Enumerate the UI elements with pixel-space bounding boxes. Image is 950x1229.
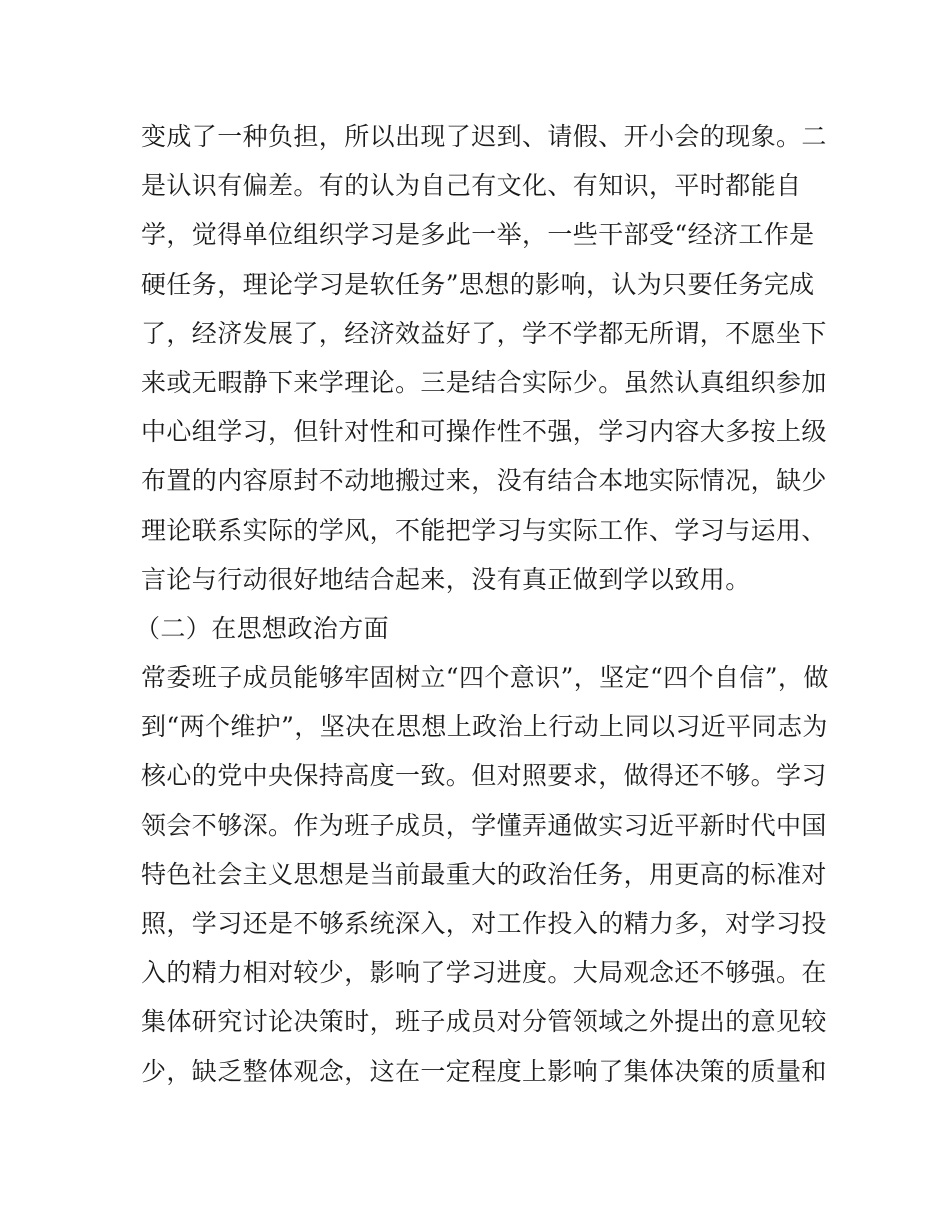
text-line: 是认识有偏差。有的认为自己有文化、有知识，平时都能自 bbox=[141, 171, 802, 201]
text-line: 领会不够深。作为班子成员，学懂弄通做实习近平新时代中国 bbox=[141, 810, 827, 840]
text-line: 理论联系实际的学风，不能把学习与实际工作、学习与运用、 bbox=[141, 515, 827, 545]
text-line: 言论与行动很好地结合起来，没有真正做到学以致用。 bbox=[141, 564, 751, 594]
section-heading: （二）在思想政治方面 bbox=[135, 613, 390, 643]
text-line: 布置的内容原封不动地搬过来，没有结合本地实际情况，缺少 bbox=[141, 466, 827, 496]
text-line: 集体研究讨论决策时，班子成员对分管领域之外提出的意见较 bbox=[141, 1007, 827, 1037]
document-body bbox=[135, 112, 829, 1096]
text-line: 入的精力相对较少，影响了学习进度。大局观念还不够强。在 bbox=[141, 958, 827, 988]
text-line: 照，学习还是不够系统深入，对工作投入的精力多，对学习投 bbox=[141, 909, 827, 938]
text-line: 特色社会主义思想是当前最重大的政治任务，用更高的标准对 bbox=[141, 859, 827, 889]
text-line: 学，觉得单位组织学习是多此一举，一些干部受“经济工作是 bbox=[141, 220, 815, 250]
text-line: 中心组学习，但针对性和可操作性不强，学习内容大多按上级 bbox=[141, 417, 827, 447]
text-line: 来或无暇静下来学理论。三是结合实际少。虽然认真组织参加 bbox=[141, 367, 827, 397]
text-line: 核心的党中央保持高度一致。但对照要求，做得还不够。学习 bbox=[141, 761, 827, 791]
text-line: 常委班子成员能够牢固树立“四个意识”，坚定“四个自信”，做 bbox=[141, 663, 829, 693]
text-line: 硬任务，理论学习是软任务”思想的影响，认为只要任务完成 bbox=[141, 269, 815, 299]
text-line: 到“两个维护”，坚决在思想上政治上行动上同以习近平同志为 bbox=[141, 712, 828, 742]
text-line: 变成了一种负担，所以出现了迟到、请假、开小会的现象。二 bbox=[141, 122, 827, 151]
text-line: 了，经济发展了，经济效益好了，学不学都无所谓，不愿坐下 bbox=[141, 318, 827, 348]
text-line: 少，缺乏整体观念，这在一定程度上影响了集体决策的质量和 bbox=[141, 1056, 827, 1086]
